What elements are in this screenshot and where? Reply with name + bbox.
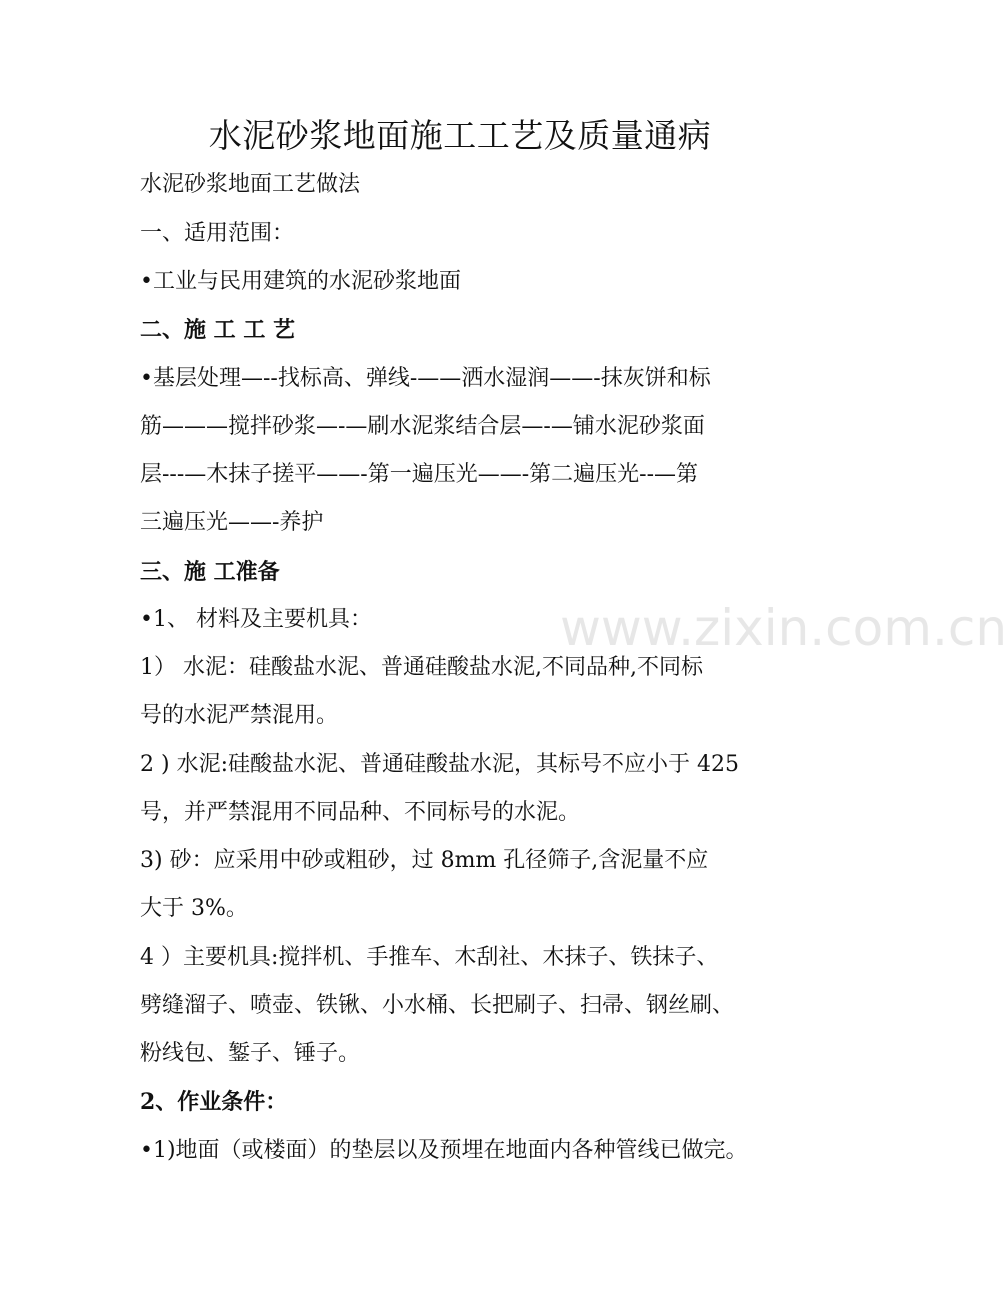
section-heading-scope: 一、适用范围： (140, 221, 295, 246)
materials-item-3-line-2: 大于 3%。 (140, 896, 248, 921)
process-flow-line-1: •基层处理—--找标高、弹线-——洒水湿润——-抹灰饼和标 (140, 366, 711, 391)
materials-item-4-line-3: 粉线包、錾子、锤子。 (140, 1041, 361, 1066)
bullet-scope-item: •工业与民用建筑的水泥砂浆地面 (140, 269, 461, 294)
watermark: www.zixin.com.cn (560, 599, 1007, 657)
materials-item-4-line-1: 4 ）主要机具:搅拌机、手推车、木刮社、木抹子、铁抹子、 (140, 945, 719, 970)
subheading-materials-tools: •1、 材料及主要机具： (140, 607, 372, 632)
materials-item-1-line-2: 号的水泥严禁混用。 (140, 703, 339, 728)
materials-item-2-line-2: 号，并严禁混用不同品种、不同标号的水泥。 (140, 800, 581, 825)
process-flow-line-3: 层---—木抹子搓平——-第一遍压光——-第二遍压光--—第 (140, 462, 699, 487)
materials-item-2-line-1: 2 ) 水泥:硅酸盐水泥、普通硅酸盐水泥，其标号不应小于 425 (140, 752, 739, 777)
process-flow-line-2: 筋———搅拌砂浆—-—刷水泥浆结合层—-—铺水泥砂浆面 (140, 414, 705, 439)
subheading-work-conditions: 2、作业条件： (140, 1089, 288, 1115)
materials-item-3-line-1: 3) 砂：应采用中砂或粗砂，过 8mm 孔径筛子,含泥量不应 (140, 848, 709, 873)
section-heading-preparation: 三、施 工准备 (140, 559, 280, 585)
work-conditions-item-1: •1)地面（或楼面）的垫层以及预埋在地面内各种管线已做完。 (140, 1138, 748, 1163)
process-flow-line-4: 三遍压光——-养护 (140, 510, 324, 535)
materials-item-4-line-2: 劈缝溜子、喷壶、铁锹、小水桶、长把刷子、扫帚、钢丝刷、 (140, 993, 735, 1018)
document-title: 水泥砂浆地面施工工艺及质量通病 (208, 116, 712, 155)
section-heading-construction-process: 二、施 工 工 艺 (140, 317, 295, 343)
subtitle-process-method: 水泥砂浆地面工艺做法 (140, 172, 361, 197)
materials-item-1-line-1: 1） 水泥：硅酸盐水泥、普通硅酸盐水泥,不同品种,不同标 (140, 655, 703, 680)
